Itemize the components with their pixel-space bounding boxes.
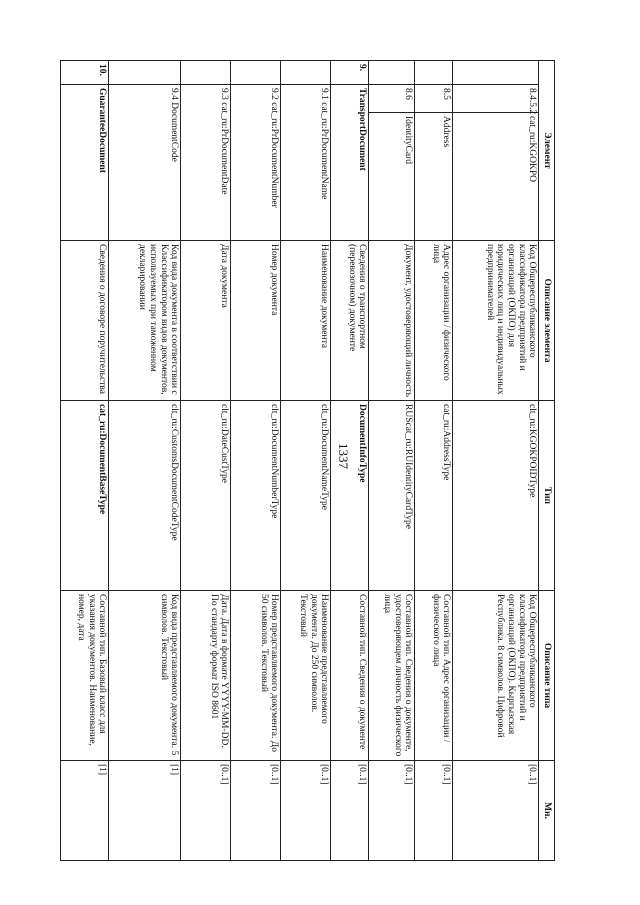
row-num <box>231 61 281 85</box>
row-mult: [0..1] <box>281 761 331 861</box>
row-type-desc: Номер представляемого документа. До 50 символов. Текстовый <box>231 591 281 761</box>
row-subnum: 8.5 <box>415 85 453 113</box>
row-subnum: 8.4.5.2 <box>453 85 539 113</box>
row-subnum: 9.1 <box>319 88 330 100</box>
row-subnum: 9.4 <box>169 88 180 100</box>
row-mult: [1] <box>109 761 181 861</box>
row-mult: [0..1] <box>369 761 415 861</box>
row-element-name: cat_ru:PrDocumentDate <box>219 102 230 195</box>
row-element-name: cat_ru:PrDocumentNumber <box>269 102 280 208</box>
row-type: clt_ru:KGOKPOIDType <box>453 401 539 591</box>
table-body <box>61 61 539 861</box>
row-type: clt_ru:CustomsDocumentCodeType <box>109 401 181 591</box>
row-subnum: 9.3 <box>219 88 230 100</box>
row-mult: [0..1] <box>181 761 231 861</box>
row-element <box>181 85 231 241</box>
row-num <box>181 61 231 85</box>
row-subnum: 8.6 <box>369 85 415 113</box>
row-element: GuaranteeDocument <box>61 85 109 241</box>
row-mult: [0..1] <box>331 761 369 861</box>
row-element-desc: Сведения о транспортном (перевозочном) документе <box>331 241 369 401</box>
row-element-desc: Дата документа <box>181 241 231 401</box>
row-element: IdentityCard <box>369 113 415 241</box>
row-type-desc: Наименование представляемого документа. До 250 символов. Текстовый <box>281 591 331 761</box>
header-element-desc: Описание элемента <box>539 241 555 401</box>
row-num <box>415 61 453 85</box>
row-element-desc: Наименование документа <box>281 241 331 401</box>
table-row <box>181 61 231 861</box>
row-element-desc: Документ, удостоверяющий личность <box>369 241 415 401</box>
table-row <box>453 61 539 861</box>
row-element-name: DocumentCode <box>169 102 180 162</box>
row-element <box>281 85 331 241</box>
row-num: 9. <box>331 61 369 85</box>
row-type: clt_ru:DocumentNameType <box>281 401 331 591</box>
header-type-desc: Описание типа <box>539 591 555 761</box>
row-mult: [0..1] <box>415 761 453 861</box>
table-row <box>369 61 415 861</box>
row-mult: [0..1] <box>231 761 281 861</box>
row-subnum: 9.2 <box>269 88 280 100</box>
row-element-desc: Код Общереспубликанского классификатора предприятий и организаций (ОКПО) для юридических лиц и индивидуальных предпринимателей <box>453 241 539 401</box>
row-num <box>109 61 181 85</box>
row-element-desc: Сведения о договоре поручительства <box>61 241 109 401</box>
row-type: cat_ru:DocumentBaseType <box>61 401 109 591</box>
row-element-desc: Адрес организации / физического лица <box>415 241 453 401</box>
row-type-desc: Составной тип. Сведения о документе <box>331 591 369 761</box>
table-row <box>109 61 181 861</box>
header-type: Тип <box>539 401 555 591</box>
table-row <box>281 61 331 861</box>
row-mult: [0..1] <box>453 761 539 861</box>
table-row <box>415 61 453 861</box>
row-element <box>231 85 281 241</box>
row-element-desc: Код вида документа в соответствии с Классификатором видов документов, используемых при таможенном декларировании <box>109 241 181 401</box>
row-type: clt_ru:DocumentNumberType <box>231 401 281 591</box>
row-element-name: cat_ru:PrDocumentName <box>319 102 330 200</box>
row-type: DocumentInfoType <box>331 401 369 591</box>
row-type: RUScat_ru:RUIdentityCardType <box>369 401 415 591</box>
header-mult: Мн. <box>539 761 555 861</box>
document-table <box>60 60 555 861</box>
header-element: Элемент <box>539 61 555 241</box>
row-type: cat_ru:AddressType <box>415 401 453 591</box>
row-type-desc: Код Общереспубликанского классификатора предприятий и организаций (ОКПО). Кыргызская Республика. 8 символов. Цифровой <box>453 591 539 761</box>
row-mult: [1] <box>61 761 109 861</box>
row-num <box>281 61 331 85</box>
row-num: 10. <box>61 61 109 85</box>
row-type-desc: Дата. Дата в формате YYYY-MM-DD. По стандарту формат ISO 8601 <box>181 591 231 761</box>
table-row <box>331 61 369 861</box>
row-element-desc: Номер документа <box>231 241 281 401</box>
row-type: clt_ru:DateCustType <box>181 401 231 591</box>
rotated-page <box>76 60 555 860</box>
table-row <box>61 61 109 861</box>
row-element: TransportDocument <box>331 85 369 241</box>
row-num <box>369 61 415 85</box>
header-row <box>539 61 555 861</box>
row-type-desc: Составной тип. Базовый класс для указания документов. Наименование, номер, дата <box>61 591 109 761</box>
row-element <box>109 85 181 241</box>
row-num <box>453 61 539 85</box>
row-type-desc: Составной тип. Адрес организации / физического лица <box>415 591 453 761</box>
page-number: 1337 <box>336 443 351 469</box>
row-element: Address <box>415 113 453 241</box>
row-element: cat_ru:KGOKPO <box>453 113 539 241</box>
table-row <box>231 61 281 861</box>
row-type-desc: Составной тип. Сведения о документе, удостоверяющем личность физического лица <box>369 591 415 761</box>
row-type-desc: Код вида представляемого документа. 5 символов. Текстовый <box>109 591 181 761</box>
